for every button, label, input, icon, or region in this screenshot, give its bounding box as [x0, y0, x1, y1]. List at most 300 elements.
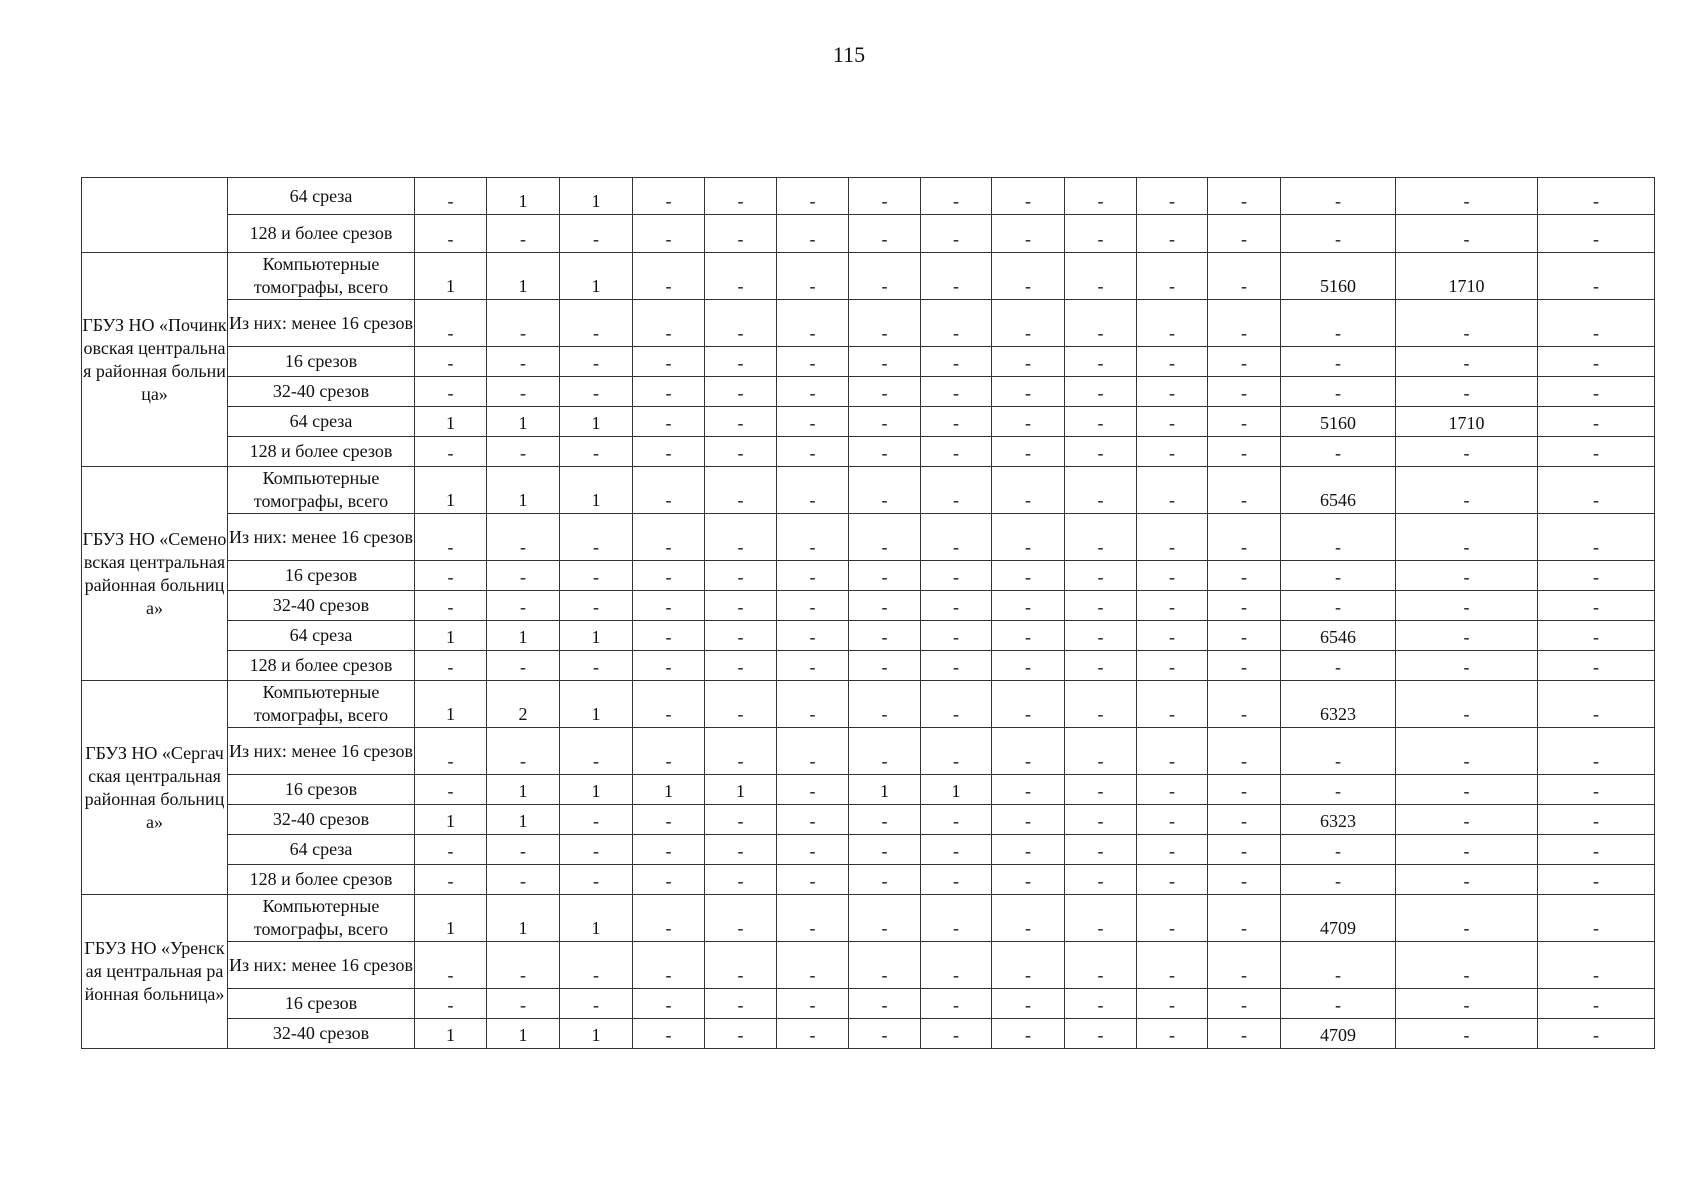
value-cell: - — [1281, 178, 1396, 215]
value-cell: - — [1396, 895, 1538, 942]
value-cell: - — [921, 895, 992, 942]
value-cell: - — [777, 865, 849, 895]
table-row — [82, 215, 1655, 253]
value-cell: - — [1538, 347, 1655, 377]
value-cell: 1 — [560, 467, 633, 514]
value-cell: - — [1538, 253, 1655, 300]
value-cell: - — [849, 728, 921, 775]
table-row — [82, 775, 1655, 805]
value-cell: - — [1396, 681, 1538, 728]
equipment-type-cell: 32-40 срезов — [228, 377, 415, 407]
equipment-type-cell: Из них: менее 16 срезов — [228, 514, 415, 561]
table-row — [82, 407, 1655, 437]
equipment-type-cell: Компьютерные томографы, всего — [228, 253, 415, 300]
value-cell: - — [560, 651, 633, 681]
value-cell: - — [992, 437, 1065, 467]
value-cell: - — [1396, 561, 1538, 591]
value-cell: - — [560, 215, 633, 253]
value-cell: - — [633, 805, 705, 835]
value-cell: - — [705, 407, 777, 437]
value-cell: - — [487, 215, 560, 253]
value-cell: - — [921, 942, 992, 989]
value-cell: - — [415, 561, 487, 591]
value-cell: - — [1065, 651, 1137, 681]
equipment-type-cell: 64 среза — [228, 178, 415, 215]
value-cell: - — [921, 253, 992, 300]
value-cell: - — [705, 178, 777, 215]
value-cell: - — [777, 681, 849, 728]
value-cell: - — [992, 253, 1065, 300]
value-cell: - — [1137, 728, 1208, 775]
value-cell: - — [1396, 728, 1538, 775]
value-cell: - — [921, 178, 992, 215]
equipment-type-cell: 32-40 срезов — [228, 591, 415, 621]
value-cell: - — [705, 300, 777, 347]
table-row — [82, 681, 1655, 728]
value-cell: - — [1538, 561, 1655, 591]
value-cell: - — [1208, 178, 1281, 215]
value-cell: - — [1281, 347, 1396, 377]
value-cell: - — [921, 728, 992, 775]
value-cell: - — [560, 514, 633, 561]
equipment-type-cell: 128 и более срезов — [228, 865, 415, 895]
equipment-type-cell: 32-40 срезов — [228, 805, 415, 835]
value-cell: - — [921, 437, 992, 467]
value-cell: - — [992, 728, 1065, 775]
value-cell: - — [705, 895, 777, 942]
value-cell: - — [1281, 377, 1396, 407]
value-cell: 1 — [415, 895, 487, 942]
value-cell: - — [777, 591, 849, 621]
value-cell: - — [1208, 300, 1281, 347]
value-cell: - — [1208, 215, 1281, 253]
value-cell: - — [705, 728, 777, 775]
value-cell: - — [921, 681, 992, 728]
value-cell: - — [633, 514, 705, 561]
value-cell: - — [777, 621, 849, 651]
value-cell: - — [633, 989, 705, 1019]
value-cell: - — [1208, 407, 1281, 437]
value-cell: - — [992, 895, 1065, 942]
value-cell: 6323 — [1281, 805, 1396, 835]
value-cell: - — [487, 989, 560, 1019]
value-cell: - — [1065, 437, 1137, 467]
value-cell: - — [1538, 895, 1655, 942]
value-cell: 1 — [487, 805, 560, 835]
value-cell: 5160 — [1281, 407, 1396, 437]
value-cell: - — [1065, 835, 1137, 865]
value-cell: - — [705, 1019, 777, 1049]
value-cell: - — [1137, 377, 1208, 407]
table-row — [82, 895, 1655, 942]
value-cell: - — [487, 942, 560, 989]
value-cell: - — [1396, 377, 1538, 407]
value-cell: - — [1065, 253, 1137, 300]
value-cell: - — [921, 215, 992, 253]
value-cell: - — [777, 514, 849, 561]
value-cell: - — [1137, 895, 1208, 942]
value-cell: - — [1065, 300, 1137, 347]
value-cell: - — [1396, 300, 1538, 347]
value-cell: - — [1281, 865, 1396, 895]
value-cell: - — [705, 253, 777, 300]
value-cell: - — [1396, 1019, 1538, 1049]
value-cell: - — [921, 407, 992, 437]
value-cell: - — [633, 377, 705, 407]
value-cell: - — [1208, 989, 1281, 1019]
value-cell: 4709 — [1281, 1019, 1396, 1049]
equipment-type-cell: Компьютерные томографы, всего — [228, 681, 415, 728]
value-cell: - — [1538, 407, 1655, 437]
value-cell: - — [992, 942, 1065, 989]
value-cell: - — [1065, 561, 1137, 591]
value-cell: - — [1137, 407, 1208, 437]
value-cell: 1 — [560, 1019, 633, 1049]
value-cell: - — [777, 253, 849, 300]
value-cell: - — [560, 989, 633, 1019]
value-cell: - — [1538, 651, 1655, 681]
value-cell: - — [1396, 865, 1538, 895]
value-cell: - — [1065, 178, 1137, 215]
value-cell: - — [992, 347, 1065, 377]
value-cell: - — [777, 467, 849, 514]
value-cell: 1 — [560, 407, 633, 437]
value-cell: - — [849, 895, 921, 942]
equipment-type-cell: 64 среза — [228, 407, 415, 437]
value-cell: - — [992, 805, 1065, 835]
value-cell: - — [633, 467, 705, 514]
value-cell: - — [1065, 407, 1137, 437]
value-cell: - — [849, 178, 921, 215]
value-cell: - — [705, 942, 777, 989]
value-cell: - — [487, 591, 560, 621]
value-cell: - — [1208, 377, 1281, 407]
value-cell: - — [415, 300, 487, 347]
value-cell: - — [849, 407, 921, 437]
organization-cell: ГБУЗ НО «Починковская центральная районная больница» — [82, 253, 228, 467]
value-cell: - — [415, 865, 487, 895]
value-cell: - — [849, 514, 921, 561]
value-cell: - — [1065, 591, 1137, 621]
page-number: 115 — [832, 42, 866, 67]
value-cell: - — [777, 775, 849, 805]
equipment-type-cell: 16 срезов — [228, 347, 415, 377]
value-cell: - — [1281, 942, 1396, 989]
value-cell: - — [992, 514, 1065, 561]
table-row — [82, 728, 1655, 775]
table-row — [82, 805, 1655, 835]
value-cell: 6546 — [1281, 467, 1396, 514]
value-cell: - — [1538, 942, 1655, 989]
value-cell: - — [777, 178, 849, 215]
value-cell: - — [1208, 437, 1281, 467]
value-cell: - — [1137, 865, 1208, 895]
value-cell: - — [1137, 178, 1208, 215]
value-cell: - — [1208, 514, 1281, 561]
value-cell: - — [1396, 621, 1538, 651]
value-cell: - — [633, 942, 705, 989]
value-cell: - — [849, 467, 921, 514]
value-cell: - — [1208, 728, 1281, 775]
value-cell: - — [705, 835, 777, 865]
value-cell: - — [487, 514, 560, 561]
value-cell: - — [1208, 805, 1281, 835]
value-cell: 1 — [487, 178, 560, 215]
table-row — [82, 621, 1655, 651]
value-cell: 1 — [560, 253, 633, 300]
value-cell: - — [1208, 651, 1281, 681]
value-cell: - — [1065, 621, 1137, 651]
table-row — [82, 514, 1655, 561]
value-cell: 4709 — [1281, 895, 1396, 942]
value-cell: - — [1065, 895, 1137, 942]
value-cell: - — [415, 514, 487, 561]
value-cell: - — [921, 835, 992, 865]
value-cell: - — [1137, 1019, 1208, 1049]
value-cell: - — [705, 681, 777, 728]
value-cell: - — [415, 651, 487, 681]
value-cell: - — [921, 514, 992, 561]
value-cell: - — [921, 1019, 992, 1049]
value-cell: - — [992, 681, 1065, 728]
value-cell: 1 — [633, 775, 705, 805]
value-cell: - — [992, 651, 1065, 681]
value-cell: - — [705, 467, 777, 514]
value-cell: - — [777, 942, 849, 989]
value-cell: 1 — [415, 805, 487, 835]
value-cell: - — [705, 989, 777, 1019]
value-cell: - — [992, 467, 1065, 514]
organization-cell: ГБУЗ НО «Уренская центральная районная больница» — [82, 895, 228, 1049]
value-cell: - — [705, 591, 777, 621]
equipment-type-cell: Компьютерные томографы, всего — [228, 895, 415, 942]
value-cell: - — [1065, 989, 1137, 1019]
equipment-type-cell: Компьютерные томографы, всего — [228, 467, 415, 514]
value-cell: - — [705, 437, 777, 467]
value-cell: - — [633, 865, 705, 895]
value-cell: - — [633, 621, 705, 651]
value-cell: - — [849, 989, 921, 1019]
value-cell: - — [921, 561, 992, 591]
value-cell: - — [560, 835, 633, 865]
value-cell: - — [777, 407, 849, 437]
value-cell: - — [777, 805, 849, 835]
value-cell: - — [849, 681, 921, 728]
value-cell: - — [560, 377, 633, 407]
value-cell: - — [1065, 865, 1137, 895]
value-cell: - — [921, 467, 992, 514]
value-cell: - — [1137, 253, 1208, 300]
value-cell: - — [1065, 942, 1137, 989]
value-cell: 1 — [487, 253, 560, 300]
value-cell: - — [415, 215, 487, 253]
value-cell: - — [1538, 835, 1655, 865]
value-cell: 5160 — [1281, 253, 1396, 300]
equipment-type-cell: Из них: менее 16 срезов — [228, 942, 415, 989]
value-cell: - — [1396, 178, 1538, 215]
table-row — [82, 835, 1655, 865]
value-cell: 1 — [921, 775, 992, 805]
value-cell: - — [1065, 1019, 1137, 1049]
value-cell: - — [849, 377, 921, 407]
value-cell: - — [415, 347, 487, 377]
value-cell: - — [992, 989, 1065, 1019]
value-cell: - — [849, 942, 921, 989]
value-cell: - — [1208, 681, 1281, 728]
value-cell: - — [1065, 775, 1137, 805]
value-cell: - — [849, 621, 921, 651]
value-cell: - — [1208, 942, 1281, 989]
value-cell: - — [1065, 467, 1137, 514]
value-cell: - — [1396, 514, 1538, 561]
value-cell: 1 — [560, 621, 633, 651]
value-cell: - — [1538, 437, 1655, 467]
equipment-type-cell: 64 среза — [228, 835, 415, 865]
value-cell: - — [1396, 651, 1538, 681]
value-cell: - — [992, 591, 1065, 621]
value-cell: - — [560, 437, 633, 467]
value-cell: - — [1396, 989, 1538, 1019]
table-row — [82, 300, 1655, 347]
table-row — [82, 865, 1655, 895]
equipment-type-cell: 64 среза — [228, 621, 415, 651]
value-cell: - — [992, 178, 1065, 215]
table-row — [82, 591, 1655, 621]
value-cell: - — [1281, 215, 1396, 253]
value-cell: - — [1538, 1019, 1655, 1049]
value-cell: - — [1208, 835, 1281, 865]
value-cell: - — [1065, 805, 1137, 835]
value-cell: - — [487, 561, 560, 591]
equipment-type-cell: 128 и более срезов — [228, 437, 415, 467]
value-cell: - — [1065, 347, 1137, 377]
value-cell: - — [415, 775, 487, 805]
value-cell: - — [1137, 437, 1208, 467]
value-cell: - — [777, 895, 849, 942]
table-row — [82, 942, 1655, 989]
value-cell: - — [1538, 775, 1655, 805]
table-row — [82, 651, 1655, 681]
value-cell: - — [560, 728, 633, 775]
value-cell: - — [1538, 621, 1655, 651]
equipment-type-cell: 16 срезов — [228, 775, 415, 805]
value-cell: - — [921, 621, 992, 651]
value-cell: - — [487, 347, 560, 377]
value-cell: 1 — [705, 775, 777, 805]
value-cell: - — [560, 561, 633, 591]
value-cell: - — [1281, 728, 1396, 775]
value-cell: - — [1137, 835, 1208, 865]
value-cell: - — [1281, 591, 1396, 621]
value-cell: - — [633, 178, 705, 215]
value-cell: - — [992, 300, 1065, 347]
value-cell: - — [705, 865, 777, 895]
value-cell: - — [415, 728, 487, 775]
value-cell: - — [849, 561, 921, 591]
value-cell: - — [849, 865, 921, 895]
value-cell: - — [1065, 681, 1137, 728]
value-cell: - — [705, 621, 777, 651]
value-cell: - — [487, 865, 560, 895]
value-cell: - — [1538, 300, 1655, 347]
value-cell: 1 — [560, 178, 633, 215]
value-cell: - — [777, 215, 849, 253]
value-cell: - — [1396, 942, 1538, 989]
table-body — [82, 178, 1655, 1049]
value-cell: - — [1208, 561, 1281, 591]
value-cell: - — [1538, 805, 1655, 835]
table-row — [82, 989, 1655, 1019]
value-cell: 1 — [415, 467, 487, 514]
value-cell: - — [777, 1019, 849, 1049]
value-cell: - — [1137, 300, 1208, 347]
table-row — [82, 437, 1655, 467]
equipment-type-cell: Из них: менее 16 срезов — [228, 728, 415, 775]
value-cell: - — [1281, 300, 1396, 347]
value-cell: - — [633, 300, 705, 347]
value-cell: - — [849, 253, 921, 300]
table-row — [82, 1019, 1655, 1049]
value-cell: - — [705, 347, 777, 377]
value-cell: - — [633, 835, 705, 865]
value-cell: 1 — [487, 1019, 560, 1049]
value-cell: - — [1065, 728, 1137, 775]
value-cell: - — [1208, 253, 1281, 300]
value-cell: - — [1137, 561, 1208, 591]
value-cell: - — [849, 215, 921, 253]
value-cell: - — [1396, 467, 1538, 514]
equipment-type-cell: 16 срезов — [228, 561, 415, 591]
value-cell: - — [415, 178, 487, 215]
value-cell: - — [849, 835, 921, 865]
value-cell: - — [633, 347, 705, 377]
value-cell: - — [1137, 942, 1208, 989]
value-cell: - — [1137, 215, 1208, 253]
equipment-type-cell: 16 срезов — [228, 989, 415, 1019]
value-cell: - — [1281, 775, 1396, 805]
value-cell: - — [1065, 377, 1137, 407]
value-cell: - — [849, 591, 921, 621]
value-cell: - — [849, 437, 921, 467]
value-cell: - — [1137, 805, 1208, 835]
value-cell: 1 — [560, 775, 633, 805]
value-cell: - — [1137, 467, 1208, 514]
value-cell: - — [777, 377, 849, 407]
value-cell: - — [849, 300, 921, 347]
value-cell: - — [1137, 591, 1208, 621]
value-cell: - — [487, 377, 560, 407]
value-cell: - — [1208, 621, 1281, 651]
value-cell: - — [560, 865, 633, 895]
value-cell: - — [1396, 347, 1538, 377]
equipment-type-cell: Из них: менее 16 срезов — [228, 300, 415, 347]
value-cell: - — [1538, 178, 1655, 215]
value-cell: - — [415, 989, 487, 1019]
value-cell: 1 — [415, 253, 487, 300]
value-cell: - — [633, 215, 705, 253]
value-cell: - — [1281, 437, 1396, 467]
value-cell: - — [1396, 805, 1538, 835]
value-cell: - — [633, 561, 705, 591]
value-cell: 1 — [487, 621, 560, 651]
value-cell: - — [633, 591, 705, 621]
value-cell: - — [849, 347, 921, 377]
equipment-type-cell: 128 и более срезов — [228, 215, 415, 253]
value-cell: - — [1538, 377, 1655, 407]
value-cell: - — [1538, 467, 1655, 514]
value-cell: - — [1065, 215, 1137, 253]
value-cell: - — [1208, 865, 1281, 895]
